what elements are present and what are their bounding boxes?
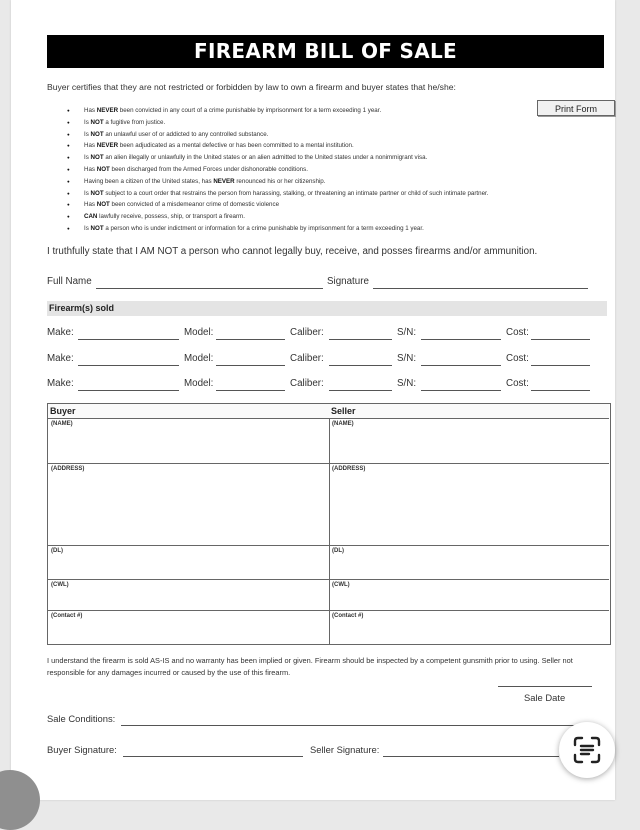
criteria-item: ● CAN lawfully receive, possess, ship, or transport a firearm. bbox=[67, 211, 488, 223]
sale-date-field[interactable] bbox=[498, 686, 592, 687]
firearm-row bbox=[47, 327, 607, 343]
model-field[interactable] bbox=[216, 365, 285, 366]
model-field[interactable] bbox=[216, 390, 285, 391]
criteria-item: ● Is NOT an unlawful user of or addicted to any controlled substance. bbox=[67, 129, 488, 141]
firearm-row bbox=[47, 378, 607, 394]
truthful-statement: I truthfully state that I AM NOT a person who cannot legally buy, receive, and posses firearms and/or ammunition. bbox=[47, 246, 538, 257]
full-name-label: Full Name bbox=[47, 276, 92, 287]
seller-header: Seller bbox=[329, 404, 609, 419]
as-is-disclaimer: I understand the firearm is sold AS-IS and no warranty has been implied or given. Firearm should be inspected by a competent gunsmith prior to using. Seller not responsible for any damages incurred or caused by the use of this firearm. bbox=[47, 656, 573, 677]
signatures-row bbox=[47, 744, 607, 760]
buyer-certification-intro: Buyer certifies that they are not restricted or forbidden by law to own a firearm and buyer states that he/she: bbox=[47, 82, 456, 92]
name-field-label: (NAME) bbox=[332, 421, 354, 427]
buyer-name-cell[interactable] bbox=[48, 419, 329, 464]
sale-conditions-row bbox=[47, 713, 607, 729]
cost-label: Cost: bbox=[506, 378, 529, 389]
sale-conditions-field[interactable] bbox=[121, 725, 587, 726]
buyer-seller-table bbox=[47, 403, 611, 645]
caliber-field[interactable] bbox=[329, 390, 392, 391]
address-field-label: (ADDRESS) bbox=[332, 466, 366, 472]
buyer-name-signature-row bbox=[47, 276, 607, 292]
full-name-field[interactable] bbox=[96, 288, 323, 289]
make-label: Make: bbox=[47, 353, 74, 364]
eligibility-criteria-list bbox=[67, 105, 488, 235]
cwl-field-label: (CWL) bbox=[51, 582, 69, 588]
seller-cwl-cell[interactable] bbox=[329, 580, 609, 611]
criteria-item: ● Is NOT an alien illegally or unlawfully in the United states or an alien admitted to the United states under a nonimmigrant visa. bbox=[67, 152, 488, 164]
cost-field[interactable] bbox=[531, 390, 590, 391]
caliber-field[interactable] bbox=[329, 339, 392, 340]
make-label: Make: bbox=[47, 327, 74, 338]
buyer-column bbox=[48, 404, 330, 644]
model-field[interactable] bbox=[216, 339, 285, 340]
dl-field-label: (DL) bbox=[332, 548, 344, 554]
contact-field-label: (Contact #) bbox=[51, 613, 83, 619]
criteria-item: ● Has NEVER been convicted in any court of a crime punishable by imprisonment for a term exceeding 1 year. bbox=[67, 105, 488, 117]
caliber-field[interactable] bbox=[329, 365, 392, 366]
print-form-button[interactable]: Print Form bbox=[537, 100, 615, 116]
buyer-dl-cell[interactable] bbox=[48, 546, 329, 580]
seller-signature-field[interactable] bbox=[383, 756, 559, 757]
contact-field-label: (Contact #) bbox=[332, 613, 364, 619]
cost-field[interactable] bbox=[531, 339, 590, 340]
buyer-signature-label: Buyer Signature: bbox=[47, 744, 117, 755]
address-field-label: (ADDRESS) bbox=[51, 466, 85, 472]
criteria-item: ● Is NOT subject to a court order that restrains the person from harassing, stalking, or threatening an intimate partner or child of such intimate partner. bbox=[67, 188, 488, 200]
criteria-item: ● Having been a citizen of the United states, has NEVER renounced his or her citizenship. bbox=[67, 176, 488, 188]
model-label: Model: bbox=[184, 327, 214, 338]
form-page bbox=[11, 0, 615, 800]
criteria-item: ● Has NOT been convicted of a misdemeanor crime of domestic violence bbox=[67, 199, 488, 211]
sale-conditions-label: Sale Conditions: bbox=[47, 713, 116, 724]
criteria-item: ● Is NOT a person who is under indictment or information for a crime punishable by imprisonment for a term exceeding 1 year. bbox=[67, 223, 488, 235]
cwl-field-label: (CWL) bbox=[332, 582, 350, 588]
caliber-label: Caliber: bbox=[290, 378, 324, 389]
make-field[interactable] bbox=[78, 365, 179, 366]
criteria-item: ● Has NEVER been adjudicated as a mental defective or has been committed to a mental institution. bbox=[67, 140, 488, 152]
model-label: Model: bbox=[184, 378, 214, 389]
cost-label: Cost: bbox=[506, 327, 529, 338]
sn-label: S/N: bbox=[397, 378, 417, 389]
criteria-item: ● Is NOT a fugitive from justice. bbox=[67, 117, 488, 129]
buyer-signature-field[interactable] bbox=[123, 756, 303, 757]
seller-column bbox=[329, 404, 609, 644]
buyer-address-cell[interactable] bbox=[48, 464, 329, 546]
sn-label: S/N: bbox=[397, 327, 417, 338]
buyer-header: Buyer bbox=[48, 404, 329, 419]
text-scan-button[interactable] bbox=[559, 722, 615, 778]
firearm-row bbox=[47, 353, 607, 369]
make-field[interactable] bbox=[78, 390, 179, 391]
caliber-label: Caliber: bbox=[290, 327, 324, 338]
sale-date-label: Sale Date bbox=[524, 692, 566, 703]
make-label: Make: bbox=[47, 378, 74, 389]
sn-field[interactable] bbox=[421, 365, 501, 366]
seller-address-cell[interactable] bbox=[329, 464, 609, 546]
criteria-item: ● Has NOT been discharged from the Armed Forces under dishonorable conditions. bbox=[67, 164, 488, 176]
signature-label: Signature bbox=[327, 276, 369, 287]
form-title: FIREARM BILL OF SALE bbox=[47, 35, 604, 68]
seller-contact-cell[interactable] bbox=[329, 611, 609, 641]
seller-signature-label: Seller Signature: bbox=[310, 744, 380, 755]
cost-field[interactable] bbox=[531, 365, 590, 366]
seller-dl-cell[interactable] bbox=[329, 546, 609, 580]
caliber-label: Caliber: bbox=[290, 353, 324, 364]
make-field[interactable] bbox=[78, 339, 179, 340]
sn-label: S/N: bbox=[397, 353, 417, 364]
buyer-contact-cell[interactable] bbox=[48, 611, 329, 641]
dl-field-label: (DL) bbox=[51, 548, 63, 554]
cost-label: Cost: bbox=[506, 353, 529, 364]
seller-name-cell[interactable] bbox=[329, 419, 609, 464]
sn-field[interactable] bbox=[421, 339, 501, 340]
signature-field[interactable] bbox=[373, 288, 588, 289]
firearms-sold-header: Firearm(s) sold bbox=[47, 301, 607, 316]
sn-field[interactable] bbox=[421, 390, 501, 391]
name-field-label: (NAME) bbox=[51, 421, 73, 427]
text-scan-icon bbox=[572, 735, 602, 765]
buyer-cwl-cell[interactable] bbox=[48, 580, 329, 611]
model-label: Model: bbox=[184, 353, 214, 364]
